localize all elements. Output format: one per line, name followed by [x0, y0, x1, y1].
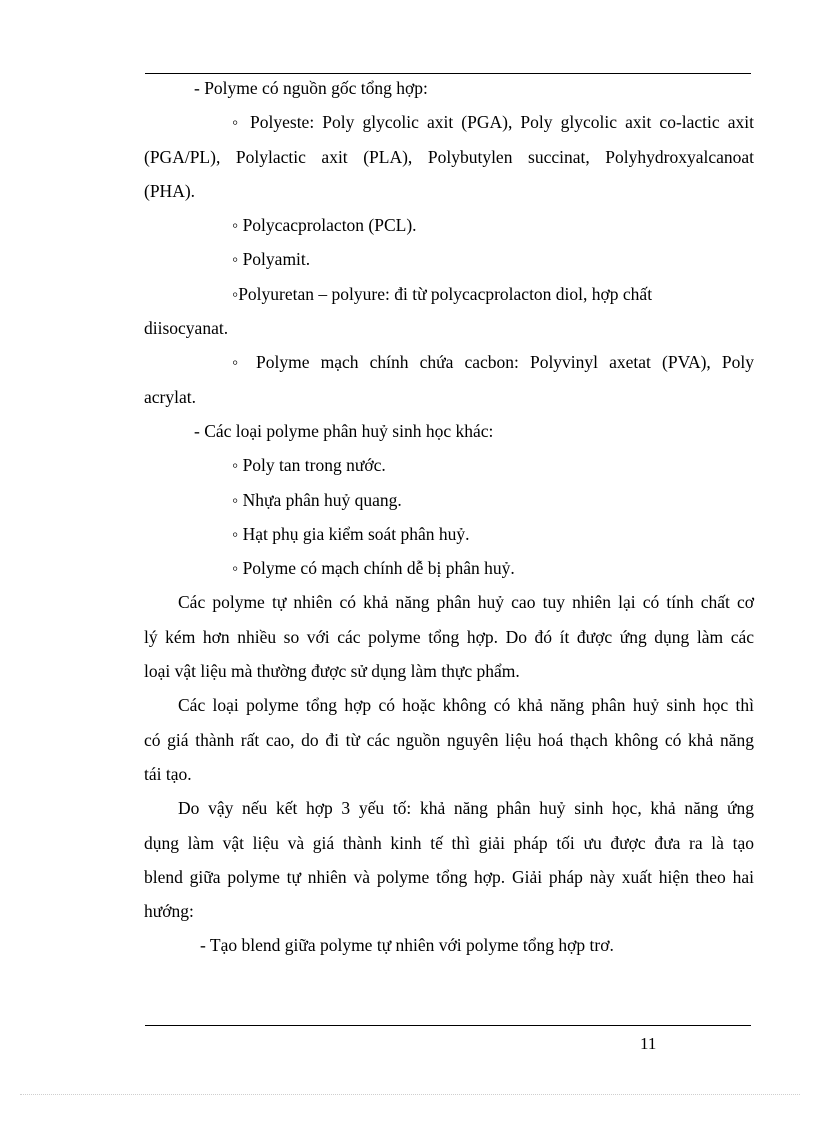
polyester-line-1: ◦ Polyeste: Poly glycolic axit (PGA), Poly glycolic axit co-lactic axit [232, 112, 754, 133]
polyamit-item: ◦ Polyamit. [232, 249, 311, 270]
polyester-line-3: (PHA). [144, 180, 196, 201]
paragraph-3-line-3: blend giữa polyme tự nhiên và polyme tổng hợp. Giải pháp này xuất hiện theo hai [144, 866, 754, 887]
paragraph-3-line-2: dụng làm vật liệu và giá thành kinh tế thì giải pháp tối ưu được đưa ra là tạo [144, 832, 754, 853]
paragraph-3-line-4: hướng: [144, 901, 194, 922]
polyuretan-line-2: diisocyanat. [144, 318, 229, 339]
heading-synthetic-polymers: - Polyme có nguồn gốc tổng hợp: [194, 78, 428, 98]
paragraph-3-line-1: Do vậy nếu kết hợp 3 yếu tố: khả năng phân huỷ sinh học, khả năng ứng [178, 798, 754, 819]
paragraph-1-line-2: lý kém hơn nhiều so với các polyme tổng hợp. Do đó ít được ứng dụng làm các [144, 626, 754, 647]
heading-other-polymers: - Các loại polyme phân huỷ sinh học khác: [194, 420, 494, 441]
pcl-item: ◦ Polycacprolacton (PCL). [232, 215, 417, 236]
paragraph-2-line-2: có giá thành rất cao, do đi từ các nguồn nguyên liệu hoá thạch không có khả năng [144, 729, 754, 750]
paragraph-2-line-1: Các loại polyme tổng hợp có hoặc không có khả năng phân huỷ sinh học thì [178, 695, 754, 716]
paragraph-1-line-3: loại vật liệu mà thường được sử dụng làm thực phẩm. [144, 661, 520, 682]
other-item-3: ◦ Hạt phụ gia kiểm soát phân huỷ. [232, 523, 470, 544]
polyuretan-line-1: ◦Polyuretan – polyure: đi từ polycacprolacton diol, hợp chất [232, 283, 653, 304]
carbon-chain-line-2: acrylat. [144, 386, 196, 407]
footer-rule [145, 1025, 751, 1026]
paragraph-1-line-1: Các polyme tự nhiên có khả năng phân huỷ cao tuy nhiên lại có tính chất cơ [178, 592, 754, 613]
page-edge-divider [20, 1094, 800, 1095]
other-item-4: ◦ Polyme có mạch chính dễ bị phân huỷ. [232, 558, 515, 579]
polyester-line-2: (PGA/PL), Polylactic axit (PLA), Polybutylen succinat, Polyhydroxyalcanoat [144, 146, 754, 167]
page-number: 11 [640, 1034, 657, 1053]
direction-1-item: - Tạo blend giữa polyme tự nhiên với polyme tổng hợp trơ. [200, 935, 614, 956]
page-body [144, 71, 754, 963]
paragraph-2-line-3: tái tạo. [144, 763, 192, 784]
other-item-2: ◦ Nhựa phân huỷ quang. [232, 489, 402, 510]
carbon-chain-line-1: ◦ Polyme mạch chính chứa cacbon: Polyvinyl axetat (PVA), Poly [232, 352, 754, 373]
other-item-1: ◦ Poly tan trong nước. [232, 455, 386, 476]
